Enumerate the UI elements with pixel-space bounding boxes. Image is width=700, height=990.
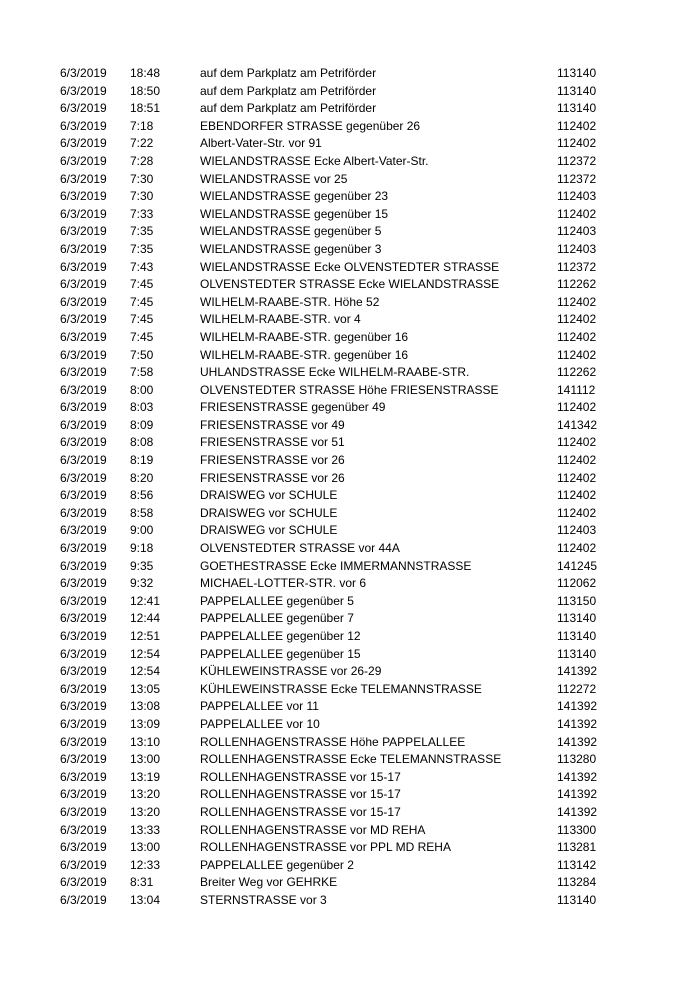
location-cell: ROLLENHAGENSTRASSE vor 15-17 <box>200 787 401 802</box>
date-cell: 6/3/2019 <box>60 277 107 292</box>
location-cell: FRIESENSTRASSE vor 26 <box>200 453 345 468</box>
date-cell: 6/3/2019 <box>60 136 107 151</box>
date-cell: 6/3/2019 <box>60 892 107 907</box>
time-cell: 12:44 <box>130 611 161 626</box>
code-cell: 112062 <box>557 576 597 591</box>
location-cell: WIELANDSTRASSE vor 25 <box>200 171 348 186</box>
location-cell: ROLLENHAGENSTRASSE Höhe PAPPELALLEE <box>200 734 466 749</box>
time-cell: 7:35 <box>130 241 154 256</box>
location-cell: WIELANDSTRASSE gegenüber 3 <box>200 241 382 256</box>
date-cell: 6/3/2019 <box>60 153 107 168</box>
code-cell: 112402 <box>557 541 597 556</box>
table-row <box>60 470 680 488</box>
time-cell: 13:04 <box>130 892 161 907</box>
date-cell: 6/3/2019 <box>60 118 107 133</box>
location-cell: DRAISWEG vor SCHULE <box>200 505 338 520</box>
date-cell: 6/3/2019 <box>60 681 107 696</box>
table-row <box>60 698 680 716</box>
time-cell: 7:50 <box>130 347 154 362</box>
code-cell: 112402 <box>557 400 597 415</box>
location-cell: OLVENSTEDTER STRASSE Höhe FRIESENSTRASSE <box>200 382 499 397</box>
table-row <box>60 522 680 540</box>
table-row <box>60 804 680 822</box>
location-cell: FRIESENSTRASSE vor 49 <box>200 417 345 432</box>
table-row <box>60 206 680 224</box>
code-cell: 112272 <box>557 681 597 696</box>
code-cell: 112402 <box>557 118 597 133</box>
time-cell: 12:54 <box>130 664 161 679</box>
time-cell: 7:58 <box>130 365 154 380</box>
date-cell: 6/3/2019 <box>60 400 107 415</box>
code-cell: 112402 <box>557 312 597 327</box>
table-row <box>60 188 680 206</box>
location-cell: KÜHLEWEINSTRASSE Ecke TELEMANNSTRASSE <box>200 681 482 696</box>
time-cell: 8:31 <box>130 875 154 890</box>
date-cell: 6/3/2019 <box>60 241 107 256</box>
time-cell: 9:18 <box>130 541 154 556</box>
date-cell: 6/3/2019 <box>60 804 107 819</box>
code-cell: 113140 <box>557 611 597 626</box>
time-cell: 8:20 <box>130 470 154 485</box>
date-cell: 6/3/2019 <box>60 752 107 767</box>
code-cell: 112402 <box>557 453 597 468</box>
location-cell: MICHAEL-LOTTER-STR. vor 6 <box>200 576 367 591</box>
table-row <box>60 259 680 277</box>
table-row <box>60 223 680 241</box>
time-cell: 13:09 <box>130 716 161 731</box>
code-cell: 113140 <box>557 892 597 907</box>
date-cell: 6/3/2019 <box>60 611 107 626</box>
time-cell: 13:08 <box>130 699 161 714</box>
date-cell: 6/3/2019 <box>60 541 107 556</box>
location-cell: WIELANDSTRASSE gegenüber 23 <box>200 189 389 204</box>
code-cell: 141112 <box>557 382 596 397</box>
code-cell: 112402 <box>557 470 597 485</box>
code-cell: 112372 <box>557 171 597 186</box>
table-row <box>60 716 680 734</box>
date-cell: 6/3/2019 <box>60 101 107 116</box>
code-cell: 141245 <box>557 558 598 573</box>
code-cell: 112402 <box>557 488 597 503</box>
location-cell: ROLLENHAGENSTRASSE vor PPL MD REHA <box>200 840 451 855</box>
date-cell: 6/3/2019 <box>60 840 107 855</box>
date-cell: 6/3/2019 <box>60 171 107 186</box>
date-cell: 6/3/2019 <box>60 646 107 661</box>
time-cell: 13:20 <box>130 804 161 819</box>
location-cell: OLVENSTEDTER STRASSE Ecke WIELANDSTRASSE <box>200 277 500 292</box>
time-cell: 7:45 <box>130 329 154 344</box>
table-row <box>60 452 680 470</box>
table-row <box>60 751 680 769</box>
location-cell: PAPPELALLEE vor 10 <box>200 716 320 731</box>
date-cell: 6/3/2019 <box>60 435 107 450</box>
table-row <box>60 822 680 840</box>
code-cell: 141392 <box>557 699 598 714</box>
location-cell: STERNSTRASSE vor 3 <box>200 892 327 907</box>
table-row <box>60 646 680 664</box>
time-cell: 7:28 <box>130 153 154 168</box>
table-row <box>60 100 680 118</box>
location-cell: PAPPELALLEE gegenüber 2 <box>200 857 354 872</box>
code-cell: 112372 <box>557 259 597 274</box>
location-cell: ROLLENHAGENSTRASSE vor MD REHA <box>200 822 426 837</box>
date-cell: 6/3/2019 <box>60 699 107 714</box>
code-cell: 112372 <box>557 153 597 168</box>
table-row <box>60 540 680 558</box>
location-cell: WIELANDSTRASSE Ecke OLVENSTEDTER STRASSE <box>200 259 500 274</box>
table-row <box>60 558 680 576</box>
location-cell: WIELANDSTRASSE gegenüber 5 <box>200 224 382 239</box>
time-cell: 7:30 <box>130 171 154 186</box>
location-cell: WIELANDSTRASSE Ecke Albert-Vater-Str. <box>200 153 429 168</box>
time-cell: 7:43 <box>130 259 154 274</box>
time-cell: 7:18 <box>130 118 154 133</box>
table-row <box>60 610 680 628</box>
date-cell: 6/3/2019 <box>60 382 107 397</box>
records-table <box>60 65 680 910</box>
code-cell: 113140 <box>557 83 597 98</box>
code-cell: 113150 <box>557 593 597 608</box>
table-row <box>60 347 680 365</box>
code-cell: 113140 <box>557 646 597 661</box>
table-row <box>60 135 680 153</box>
date-cell: 6/3/2019 <box>60 312 107 327</box>
time-cell: 7:30 <box>130 189 154 204</box>
date-cell: 6/3/2019 <box>60 593 107 608</box>
date-cell: 6/3/2019 <box>60 664 107 679</box>
date-cell: 6/3/2019 <box>60 329 107 344</box>
code-cell: 141342 <box>557 417 598 432</box>
date-cell: 6/3/2019 <box>60 294 107 309</box>
table-row <box>60 153 680 171</box>
table-row <box>60 734 680 752</box>
table-row <box>60 399 680 417</box>
code-cell: 112262 <box>557 277 597 292</box>
date-cell: 6/3/2019 <box>60 206 107 221</box>
table-row <box>60 434 680 452</box>
location-cell: WILHELM-RAABE-STR. gegenüber 16 <box>200 329 409 344</box>
time-cell: 12:41 <box>130 593 161 608</box>
time-cell: 18:50 <box>130 83 161 98</box>
date-cell: 6/3/2019 <box>60 734 107 749</box>
location-cell: OLVENSTEDTER STRASSE vor 44A <box>200 541 400 556</box>
date-cell: 6/3/2019 <box>60 224 107 239</box>
code-cell: 113284 <box>557 875 597 890</box>
location-cell: ROLLENHAGENSTRASSE vor 15-17 <box>200 769 401 784</box>
location-cell: Albert-Vater-Str. vor 91 <box>200 136 322 151</box>
table-row <box>60 663 680 681</box>
time-cell: 7:45 <box>130 312 154 327</box>
time-cell: 9:32 <box>130 576 154 591</box>
table-row <box>60 276 680 294</box>
location-cell: GOETHESTRASSE Ecke IMMERMANNSTRASSE <box>200 558 472 573</box>
code-cell: 112403 <box>557 523 597 538</box>
time-cell: 13:00 <box>130 752 161 767</box>
code-cell: 113140 <box>557 66 597 80</box>
table-row <box>60 839 680 857</box>
location-cell: DRAISWEG vor SCHULE <box>200 488 338 503</box>
table-row <box>60 311 680 329</box>
date-cell: 6/3/2019 <box>60 83 107 98</box>
code-cell: 141392 <box>557 664 598 679</box>
time-cell: 13:19 <box>130 769 161 784</box>
table-row <box>60 294 680 312</box>
table-row <box>60 769 680 787</box>
date-cell: 6/3/2019 <box>60 470 107 485</box>
code-cell: 112403 <box>557 189 597 204</box>
code-cell: 112402 <box>557 347 597 362</box>
time-cell: 13:00 <box>130 840 161 855</box>
time-cell: 7:45 <box>130 294 154 309</box>
time-cell: 7:35 <box>130 224 154 239</box>
code-cell: 112402 <box>557 206 597 221</box>
location-cell: PAPPELALLEE gegenüber 15 <box>200 646 361 661</box>
date-cell: 6/3/2019 <box>60 488 107 503</box>
location-cell: WILHELM-RAABE-STR. Höhe 52 <box>200 294 380 309</box>
table-row <box>60 118 680 136</box>
date-cell: 6/3/2019 <box>60 558 107 573</box>
code-cell: 113140 <box>557 629 597 643</box>
table-row <box>60 171 680 189</box>
date-cell: 6/3/2019 <box>60 523 107 538</box>
table-row <box>60 593 680 611</box>
date-cell: 6/3/2019 <box>60 365 107 380</box>
location-cell: PAPPELALLEE gegenüber 5 <box>200 593 354 608</box>
table-row <box>60 681 680 699</box>
code-cell: 141392 <box>557 804 598 819</box>
time-cell: 8:56 <box>130 488 154 503</box>
date-cell: 6/3/2019 <box>60 347 107 362</box>
code-cell: 141392 <box>557 734 598 749</box>
location-cell: PAPPELALLEE vor 11 <box>200 699 319 714</box>
location-cell: auf dem Parkplatz am Petriförder <box>200 66 377 80</box>
code-cell: 113300 <box>557 822 597 837</box>
date-cell: 6/3/2019 <box>60 66 107 80</box>
table-row <box>60 505 680 523</box>
table-row <box>60 857 680 875</box>
table-row <box>60 83 680 101</box>
location-cell: auf dem Parkplatz am Petriförder <box>200 83 377 98</box>
code-cell: 113281 <box>557 840 597 855</box>
location-cell: EBENDORFER STRASSE gegenüber 26 <box>200 118 421 133</box>
date-cell: 6/3/2019 <box>60 453 107 468</box>
table-row <box>60 786 680 804</box>
code-cell: 112402 <box>557 435 597 450</box>
time-cell: 13:05 <box>130 681 161 696</box>
table-row <box>60 329 680 347</box>
code-cell: 113142 <box>557 857 597 872</box>
code-cell: 113140 <box>557 101 597 116</box>
code-cell: 112402 <box>557 505 597 520</box>
table-row <box>60 487 680 505</box>
table-row <box>60 65 680 83</box>
time-cell: 12:54 <box>130 646 161 661</box>
table-row <box>60 382 680 400</box>
date-cell: 6/3/2019 <box>60 716 107 731</box>
location-cell: DRAISWEG vor SCHULE <box>200 523 338 538</box>
code-cell: 112403 <box>557 241 597 256</box>
code-cell: 112402 <box>557 294 597 309</box>
time-cell: 8:00 <box>130 382 154 397</box>
code-cell: 141392 <box>557 716 598 731</box>
time-cell: 7:45 <box>130 277 154 292</box>
time-cell: 18:51 <box>130 101 161 116</box>
date-cell: 6/3/2019 <box>60 189 107 204</box>
location-cell: FRIESENSTRASSE vor 51 <box>200 435 345 450</box>
code-cell: 112403 <box>557 224 597 239</box>
time-cell: 8:03 <box>130 400 154 415</box>
location-cell: KÜHLEWEINSTRASSE vor 26-29 <box>200 664 382 679</box>
table-row <box>60 874 680 892</box>
table-row <box>60 241 680 259</box>
code-cell: 112402 <box>557 329 597 344</box>
location-cell: ROLLENHAGENSTRASSE vor 15-17 <box>200 804 401 819</box>
time-cell: 8:19 <box>130 453 154 468</box>
date-cell: 6/3/2019 <box>60 787 107 802</box>
table-row <box>60 628 680 646</box>
location-cell: Breiter Weg vor GEHRKE <box>200 875 338 890</box>
code-cell: 112262 <box>557 365 597 380</box>
time-cell: 8:58 <box>130 505 154 520</box>
location-cell: PAPPELALLEE gegenüber 12 <box>200 629 361 643</box>
code-cell: 141392 <box>557 769 598 784</box>
table-row <box>60 575 680 593</box>
code-cell: 141392 <box>557 787 598 802</box>
code-cell: 113280 <box>557 752 597 767</box>
table-row <box>60 417 680 435</box>
time-cell: 18:48 <box>130 66 161 80</box>
date-cell: 6/3/2019 <box>60 259 107 274</box>
location-cell: WIELANDSTRASSE gegenüber 15 <box>200 206 389 221</box>
time-cell: 7:22 <box>130 136 154 151</box>
date-cell: 6/3/2019 <box>60 769 107 784</box>
time-cell: 7:33 <box>130 206 154 221</box>
location-cell: auf dem Parkplatz am Petriförder <box>200 101 377 116</box>
date-cell: 6/3/2019 <box>60 822 107 837</box>
location-cell: WILHELM-RAABE-STR. vor 4 <box>200 312 361 327</box>
time-cell: 12:33 <box>130 857 161 872</box>
date-cell: 6/3/2019 <box>60 875 107 890</box>
date-cell: 6/3/2019 <box>60 576 107 591</box>
time-cell: 13:10 <box>130 734 161 749</box>
location-cell: WILHELM-RAABE-STR. gegenüber 16 <box>200 347 409 362</box>
time-cell: 8:08 <box>130 435 154 450</box>
location-cell: UHLANDSTRASSE Ecke WILHELM-RAABE-STR. <box>200 365 470 380</box>
time-cell: 12:51 <box>130 629 161 643</box>
date-cell: 6/3/2019 <box>60 857 107 872</box>
date-cell: 6/3/2019 <box>60 629 107 643</box>
location-cell: ROLLENHAGENSTRASSE Ecke TELEMANNSTRASSE <box>200 752 502 767</box>
time-cell: 13:20 <box>130 787 161 802</box>
date-cell: 6/3/2019 <box>60 417 107 432</box>
time-cell: 9:00 <box>130 523 154 538</box>
time-cell: 13:33 <box>130 822 161 837</box>
date-cell: 6/3/2019 <box>60 505 107 520</box>
location-cell: PAPPELALLEE gegenüber 7 <box>200 611 354 626</box>
table-row <box>60 892 680 910</box>
location-cell: FRIESENSTRASSE vor 26 <box>200 470 345 485</box>
time-cell: 9:35 <box>130 558 154 573</box>
code-cell: 112402 <box>557 136 597 151</box>
location-cell: FRIESENSTRASSE gegenüber 49 <box>200 400 386 415</box>
table-row <box>60 364 680 382</box>
time-cell: 8:09 <box>130 417 154 432</box>
